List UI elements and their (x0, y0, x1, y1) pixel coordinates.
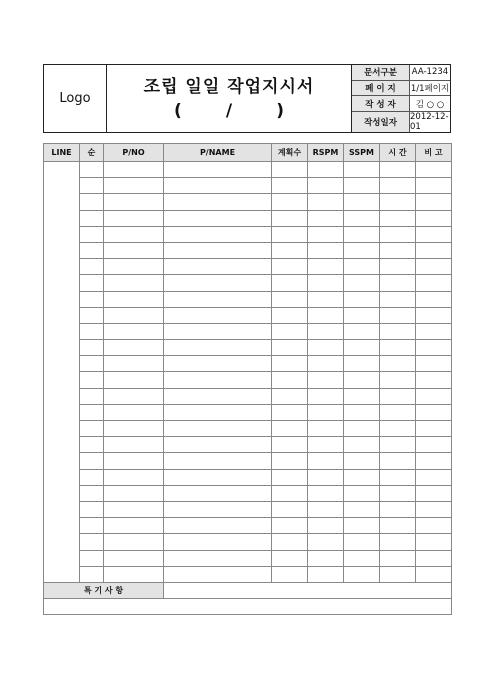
meta-row-doc-type (352, 65, 450, 81)
date-separator: / (225, 100, 233, 121)
table-row (44, 275, 452, 291)
meta-row-date (352, 112, 450, 132)
title-block (107, 65, 352, 132)
table-cell[interactable] (380, 162, 416, 178)
table-cell[interactable] (380, 291, 416, 307)
table-cell[interactable] (80, 210, 104, 226)
table-cell[interactable] (308, 404, 344, 420)
table-cell[interactable] (272, 388, 308, 404)
table-cell[interactable] (380, 404, 416, 420)
table-cell[interactable] (344, 388, 380, 404)
column-header: P/NO (104, 144, 164, 162)
table-cell[interactable] (416, 485, 452, 501)
table-cell[interactable] (380, 421, 416, 437)
table-row (44, 469, 452, 485)
table-cell[interactable] (416, 453, 452, 469)
meta-value: 김 ○ ○ (415, 99, 445, 110)
table-cell[interactable] (272, 453, 308, 469)
table-row (44, 291, 452, 307)
table-cell[interactable] (344, 162, 380, 178)
table-cell[interactable] (416, 469, 452, 485)
table-cell[interactable] (344, 356, 380, 372)
remarks-body-row (44, 599, 452, 615)
table-cell[interactable] (416, 372, 452, 388)
table-cell[interactable] (164, 485, 272, 501)
table-cell[interactable] (104, 388, 164, 404)
table-cell[interactable] (104, 453, 164, 469)
table-cell[interactable] (344, 178, 380, 194)
table-cell[interactable] (80, 226, 104, 242)
remarks-body[interactable] (44, 599, 452, 615)
table-cell[interactable] (308, 210, 344, 226)
meta-value: 2012-12-01 (410, 112, 449, 133)
table-cell[interactable] (380, 534, 416, 550)
table-cell[interactable] (380, 178, 416, 194)
table-cell[interactable] (164, 566, 272, 582)
table-cell[interactable] (308, 485, 344, 501)
table-cell[interactable] (416, 194, 452, 210)
table-cell[interactable] (104, 534, 164, 550)
table-row (44, 421, 452, 437)
table-cell[interactable] (308, 437, 344, 453)
table-cell[interactable] (272, 372, 308, 388)
table-cell[interactable] (308, 194, 344, 210)
table-row (44, 534, 452, 550)
table-cell[interactable] (272, 242, 308, 258)
table-cell[interactable] (416, 275, 452, 291)
table-cell[interactable] (272, 469, 308, 485)
table-row (44, 388, 452, 404)
table-cell[interactable] (344, 194, 380, 210)
table-cell[interactable] (272, 162, 308, 178)
table-cell[interactable] (344, 307, 380, 323)
table-cell[interactable] (80, 485, 104, 501)
table-cell[interactable] (416, 162, 452, 178)
table-cell[interactable] (416, 291, 452, 307)
table-cell[interactable] (416, 356, 452, 372)
table-cell[interactable] (344, 259, 380, 275)
table-cell[interactable] (344, 485, 380, 501)
table-cell[interactable] (308, 469, 344, 485)
table-cell[interactable] (308, 421, 344, 437)
table-cell[interactable] (380, 485, 416, 501)
table-cell[interactable] (80, 566, 104, 582)
table-row (44, 485, 452, 501)
table-row (44, 372, 452, 388)
meta-label: 작 성 자 (352, 96, 410, 111)
table-cell[interactable] (416, 404, 452, 420)
remarks-label-row (44, 582, 452, 598)
table-row (44, 501, 452, 517)
table-cell[interactable] (272, 323, 308, 339)
table-cell[interactable] (344, 469, 380, 485)
table-cell[interactable] (416, 550, 452, 566)
table-cell[interactable] (80, 340, 104, 356)
table-cell[interactable] (164, 275, 272, 291)
table-cell[interactable] (344, 501, 380, 517)
table-row (44, 162, 452, 178)
table-cell[interactable] (272, 485, 308, 501)
table-cell[interactable] (164, 340, 272, 356)
column-header: SSPM (344, 144, 380, 162)
table-cell[interactable] (344, 291, 380, 307)
table-cell[interactable] (416, 178, 452, 194)
table-cell[interactable] (80, 178, 104, 194)
table-cell[interactable] (164, 534, 272, 550)
table-cell[interactable] (80, 259, 104, 275)
table-cell[interactable] (380, 566, 416, 582)
table-row (44, 226, 452, 242)
remarks-label-filler[interactable] (164, 582, 452, 598)
table-cell[interactable] (308, 178, 344, 194)
table-cell[interactable] (164, 210, 272, 226)
table-cell[interactable] (164, 453, 272, 469)
table-cell[interactable] (80, 162, 104, 178)
table-cell[interactable] (344, 275, 380, 291)
table-cell[interactable] (104, 421, 164, 437)
table-row (44, 178, 452, 194)
table-cell[interactable] (380, 242, 416, 258)
table-cell[interactable] (416, 323, 452, 339)
table-row (44, 210, 452, 226)
table-cell[interactable] (80, 307, 104, 323)
table-cell[interactable] (104, 518, 164, 534)
table-cell[interactable] (272, 566, 308, 582)
table-cell[interactable] (80, 550, 104, 566)
table-cell[interactable] (308, 162, 344, 178)
table-cell[interactable] (380, 259, 416, 275)
table-cell[interactable] (344, 550, 380, 566)
table-row (44, 323, 452, 339)
table-cell[interactable] (416, 340, 452, 356)
table-cell[interactable] (416, 501, 452, 517)
table-cell[interactable] (164, 242, 272, 258)
table-cell[interactable] (344, 323, 380, 339)
table-cell[interactable] (164, 469, 272, 485)
table-cell[interactable] (380, 356, 416, 372)
table-cell[interactable] (380, 340, 416, 356)
table-cell[interactable] (104, 323, 164, 339)
table-cell[interactable] (416, 242, 452, 258)
table-cell[interactable] (272, 194, 308, 210)
table-cell[interactable] (380, 194, 416, 210)
table-cell[interactable] (308, 453, 344, 469)
table-cell[interactable] (164, 388, 272, 404)
meta-row-author (352, 96, 450, 112)
table-cell[interactable] (272, 534, 308, 550)
column-header: 순 (80, 144, 104, 162)
table-cell[interactable] (380, 437, 416, 453)
table-cell[interactable] (380, 388, 416, 404)
table-cell[interactable] (104, 242, 164, 258)
column-header: RSPM (308, 144, 344, 162)
table-cell[interactable] (272, 307, 308, 323)
date-open-paren: ( (174, 100, 182, 121)
table-cell[interactable] (380, 226, 416, 242)
table-cell[interactable] (104, 291, 164, 307)
table-cell[interactable] (344, 226, 380, 242)
table-row (44, 259, 452, 275)
meta-label: 작성일자 (352, 112, 410, 132)
table-cell[interactable] (416, 388, 452, 404)
table-cell[interactable] (308, 307, 344, 323)
remarks-label: 특 기 사 항 (44, 582, 164, 598)
table-cell[interactable] (80, 388, 104, 404)
table-cell[interactable] (164, 356, 272, 372)
table-cell[interactable] (308, 356, 344, 372)
table-cell[interactable] (380, 307, 416, 323)
table-cell[interactable] (344, 566, 380, 582)
meta-row-page (352, 81, 450, 97)
table-cell[interactable] (308, 242, 344, 258)
table-cell[interactable] (80, 501, 104, 517)
table-cell[interactable] (416, 210, 452, 226)
table-cell[interactable] (308, 226, 344, 242)
meta-value: AA-1234 (411, 67, 449, 78)
table-cell[interactable] (104, 178, 164, 194)
table-cell[interactable] (416, 226, 452, 242)
table-cell[interactable] (416, 421, 452, 437)
table-cell[interactable] (272, 340, 308, 356)
table-row (44, 194, 452, 210)
line-cell[interactable] (44, 162, 80, 583)
table-row (44, 356, 452, 372)
table-cell[interactable] (80, 275, 104, 291)
table-cell[interactable] (164, 226, 272, 242)
table-cell[interactable] (344, 372, 380, 388)
column-header: 시 간 (380, 144, 416, 162)
table-cell[interactable] (104, 566, 164, 582)
table-cell[interactable] (80, 437, 104, 453)
table-cell[interactable] (272, 501, 308, 517)
table-cell[interactable] (344, 534, 380, 550)
table-cell[interactable] (272, 421, 308, 437)
table-cell[interactable] (80, 194, 104, 210)
table-row (44, 453, 452, 469)
table-cell[interactable] (80, 421, 104, 437)
document-title: 조립 일일 작업지시서 (143, 76, 315, 97)
table-cell[interactable] (164, 550, 272, 566)
table-row (44, 340, 452, 356)
table-cell[interactable] (104, 162, 164, 178)
table-cell[interactable] (380, 275, 416, 291)
meta-label: 문서구분 (352, 65, 410, 80)
table-cell[interactable] (416, 534, 452, 550)
table-cell[interactable] (104, 356, 164, 372)
table-cell[interactable] (380, 453, 416, 469)
table-cell[interactable] (380, 469, 416, 485)
table-cell[interactable] (104, 550, 164, 566)
table-cell[interactable] (380, 550, 416, 566)
table-cell[interactable] (416, 437, 452, 453)
table-cell[interactable] (164, 259, 272, 275)
table-cell[interactable] (308, 275, 344, 291)
table-cell[interactable] (272, 404, 308, 420)
table-cell[interactable] (80, 404, 104, 420)
table-cell[interactable] (104, 437, 164, 453)
table-cell[interactable] (344, 242, 380, 258)
table-cell[interactable] (272, 259, 308, 275)
table-row (44, 518, 452, 534)
column-header: P/NAME (164, 144, 272, 162)
table-row (44, 404, 452, 420)
table-cell[interactable] (80, 242, 104, 258)
table-cell[interactable] (164, 162, 272, 178)
table-cell[interactable] (380, 518, 416, 534)
meta-table (352, 65, 450, 132)
table-cell[interactable] (308, 340, 344, 356)
table-cell[interactable] (104, 259, 164, 275)
table-cell[interactable] (164, 194, 272, 210)
meta-value: 1/1페이지 (410, 84, 450, 94)
table-cell[interactable] (416, 307, 452, 323)
table-cell[interactable] (344, 437, 380, 453)
date-placeholder (174, 100, 284, 122)
table-cell[interactable] (380, 372, 416, 388)
table-cell[interactable] (80, 518, 104, 534)
table-cell[interactable] (80, 291, 104, 307)
table-cell[interactable] (104, 372, 164, 388)
table-cell[interactable] (104, 275, 164, 291)
table-cell[interactable] (272, 550, 308, 566)
table-cell[interactable] (308, 259, 344, 275)
table-cell[interactable] (344, 518, 380, 534)
table-cell[interactable] (272, 210, 308, 226)
table-cell[interactable] (80, 323, 104, 339)
table-cell[interactable] (104, 501, 164, 517)
table-cell[interactable] (80, 469, 104, 485)
table-cell[interactable] (104, 469, 164, 485)
table-cell[interactable] (380, 501, 416, 517)
column-header: LINE (44, 144, 80, 162)
table-row (44, 550, 452, 566)
table-cell[interactable] (164, 437, 272, 453)
table-cell[interactable] (104, 340, 164, 356)
table-cell[interactable] (164, 291, 272, 307)
table-cell[interactable] (272, 178, 308, 194)
table-cell[interactable] (308, 291, 344, 307)
table-row (44, 242, 452, 258)
table-cell[interactable] (104, 404, 164, 420)
table-cell[interactable] (272, 518, 308, 534)
table-cell[interactable] (272, 356, 308, 372)
table-row (44, 307, 452, 323)
table-cell[interactable] (308, 388, 344, 404)
table-cell[interactable] (380, 210, 416, 226)
table-cell[interactable] (104, 307, 164, 323)
table-cell[interactable] (272, 291, 308, 307)
table-cell[interactable] (308, 550, 344, 566)
table-cell[interactable] (344, 340, 380, 356)
table-cell[interactable] (164, 404, 272, 420)
table-cell[interactable] (164, 501, 272, 517)
table-cell[interactable] (104, 194, 164, 210)
table-cell[interactable] (416, 566, 452, 582)
table-cell[interactable] (164, 323, 272, 339)
table-cell[interactable] (104, 485, 164, 501)
work-order-table (43, 143, 452, 615)
table-cell[interactable] (164, 518, 272, 534)
table-cell[interactable] (104, 210, 164, 226)
table-cell[interactable] (164, 421, 272, 437)
column-header: 비 고 (416, 144, 452, 162)
table-cell[interactable] (80, 356, 104, 372)
document-header (43, 64, 451, 133)
table-cell[interactable] (80, 453, 104, 469)
table-cell[interactable] (344, 404, 380, 420)
table-cell[interactable] (80, 372, 104, 388)
table-cell[interactable] (104, 226, 164, 242)
date-close-paren: ) (276, 100, 284, 121)
table-cell[interactable] (308, 323, 344, 339)
table-cell[interactable] (308, 534, 344, 550)
meta-label: 페 이 지 (352, 81, 410, 96)
column-header: 계획수 (272, 144, 308, 162)
table-cell[interactable] (308, 501, 344, 517)
table-cell[interactable] (164, 307, 272, 323)
table-cell[interactable] (308, 566, 344, 582)
table-cell[interactable] (272, 275, 308, 291)
table-cell[interactable] (344, 453, 380, 469)
table-cell[interactable] (416, 518, 452, 534)
table-cell[interactable] (164, 178, 272, 194)
table-cell[interactable] (164, 372, 272, 388)
table-cell[interactable] (272, 226, 308, 242)
table-header-row (44, 144, 452, 162)
table-cell[interactable] (80, 534, 104, 550)
table-row (44, 566, 452, 582)
logo: Logo (44, 65, 107, 132)
table-cell[interactable] (380, 323, 416, 339)
table-cell[interactable] (416, 259, 452, 275)
table-cell[interactable] (308, 372, 344, 388)
table-cell[interactable] (272, 437, 308, 453)
table-cell[interactable] (308, 518, 344, 534)
table-cell[interactable] (344, 421, 380, 437)
table-cell[interactable] (344, 210, 380, 226)
table-row (44, 437, 452, 453)
